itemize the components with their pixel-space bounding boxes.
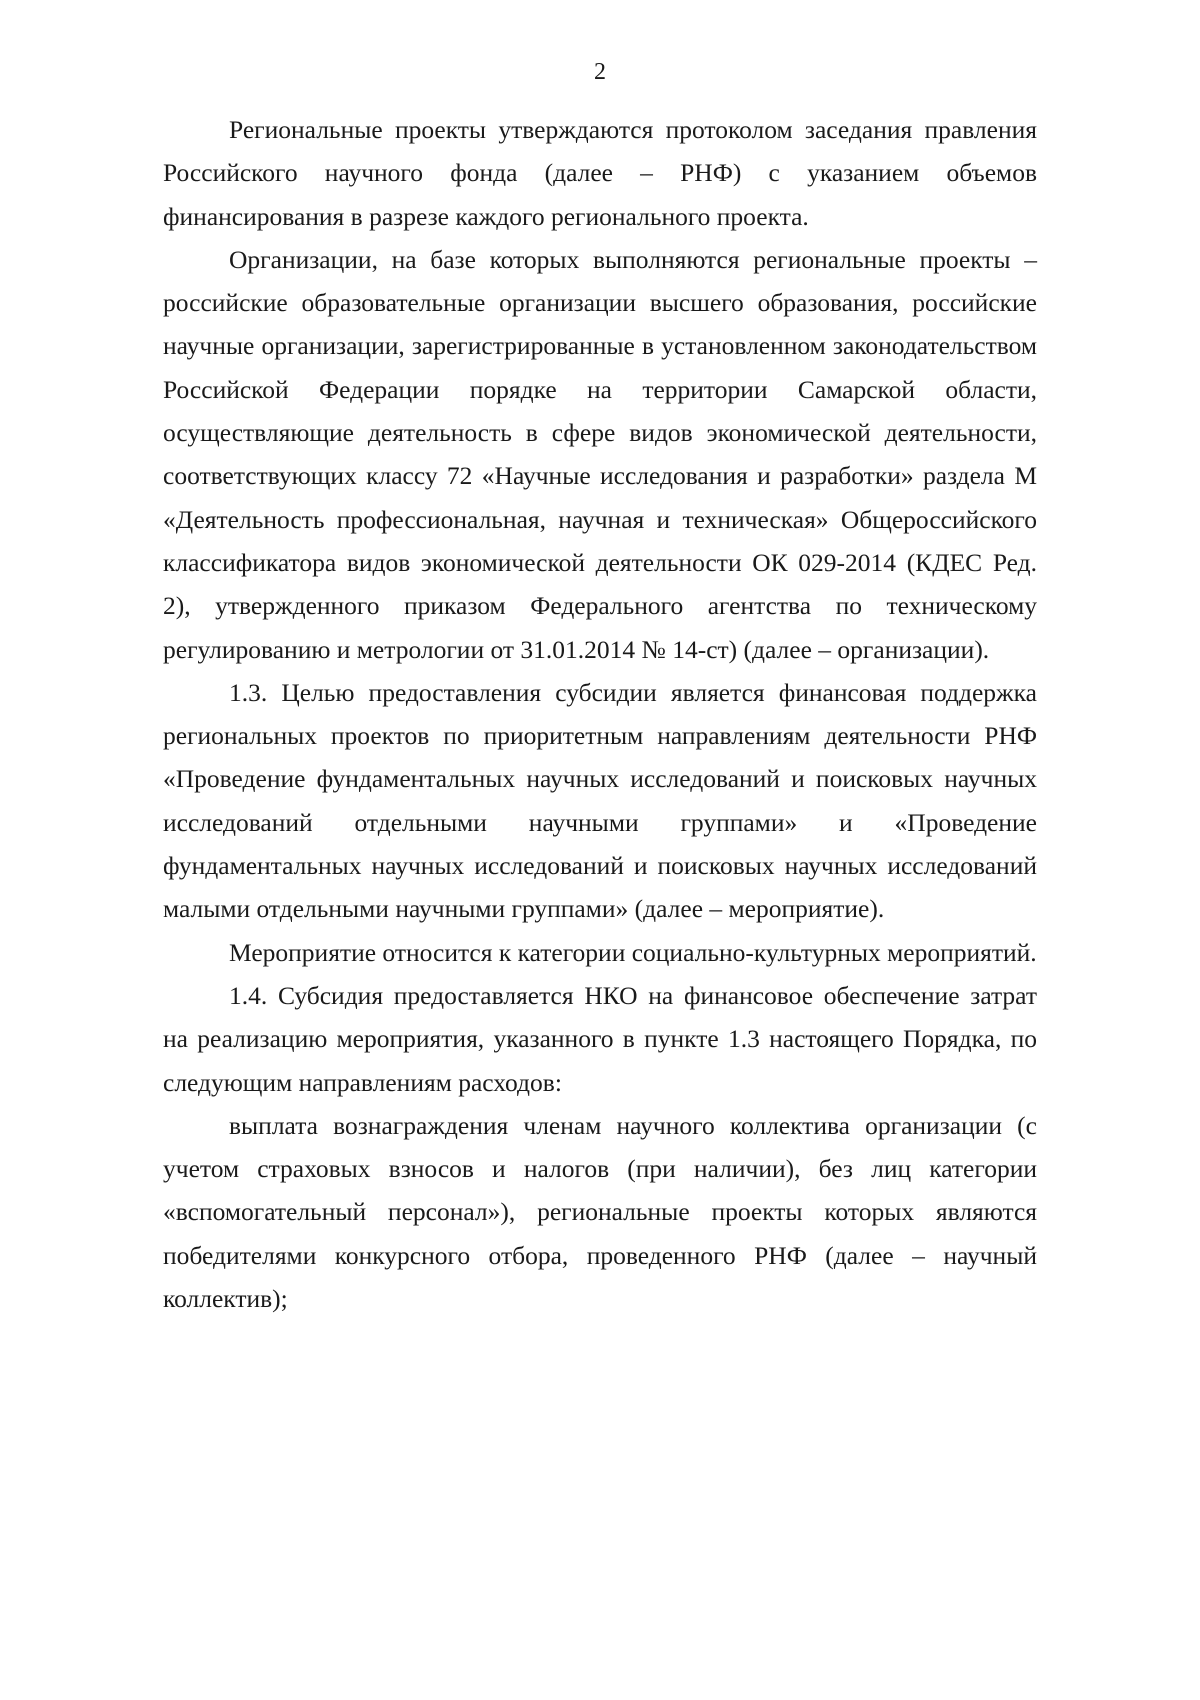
paragraph-event-category: Мероприятие относится к категории социально-культурных мероприятий. (229, 937, 1037, 967)
paragraph-regional-projects: Региональные проекты утверждаются протоколом заседания правления Российского научного фонда (далее – РНФ) с указанием объемов финансирования в разрезе каждого регионального проекта. (163, 115, 1037, 231)
document-body (163, 108, 1037, 1320)
page-number: 2 (594, 59, 606, 85)
paragraph-1-4-subsidy: 1.4. Субсидия предоставляется НКО на финансовое обеспечение затрат на реализацию мероприятия, указанного в пункте 1.3 настоящего Порядка, по следующим направлениям расходов: (163, 980, 1037, 1097)
paragraph-remuneration: выплата вознаграждения членам научного коллектива организации (с учетом страховых взносов и налогов (при наличии), без лиц категории «вспомогательный персонал»), региональные проекты которых являются победителями конкурсного отбора, проведенного РНФ (далее – научный коллектив); (163, 1110, 1037, 1314)
paragraph-organizations: Организации, на базе которых выполняются региональные проекты – российские образовательные организации высшего образования, российские научные организации, зарегистрированные в установленном законодательством Российской Федерации порядке на территории Самарской области, осуществляющие деятельность в сфере видов экономической деятельности, соответствующих классу 72 «Научные исследования и разработки» раздела М «Деятельность профессиональная, научная и техническая» Общероссийского классификатора видов экономической деятельности ОК 029-2014 (КДЕС Ред. 2), утвержденного приказом Федерального агентства по техническому регулированию и метрологии от 31.01.2014 № 14-ст) (далее – организации). (163, 244, 1037, 664)
paragraph-1-3-purpose: 1.3. Целью предоставления субсидии является финансовая поддержка региональных проектов по приоритетным направлениям деятельности РНФ «Проведение фундаментальных научных исследований и поисковых научных исследований отдельными научными группами» и «Проведение фундаментальных научных исследований и поисковых научных исследований малыми отдельными научными группами» (далее – мероприятие). (163, 677, 1037, 924)
